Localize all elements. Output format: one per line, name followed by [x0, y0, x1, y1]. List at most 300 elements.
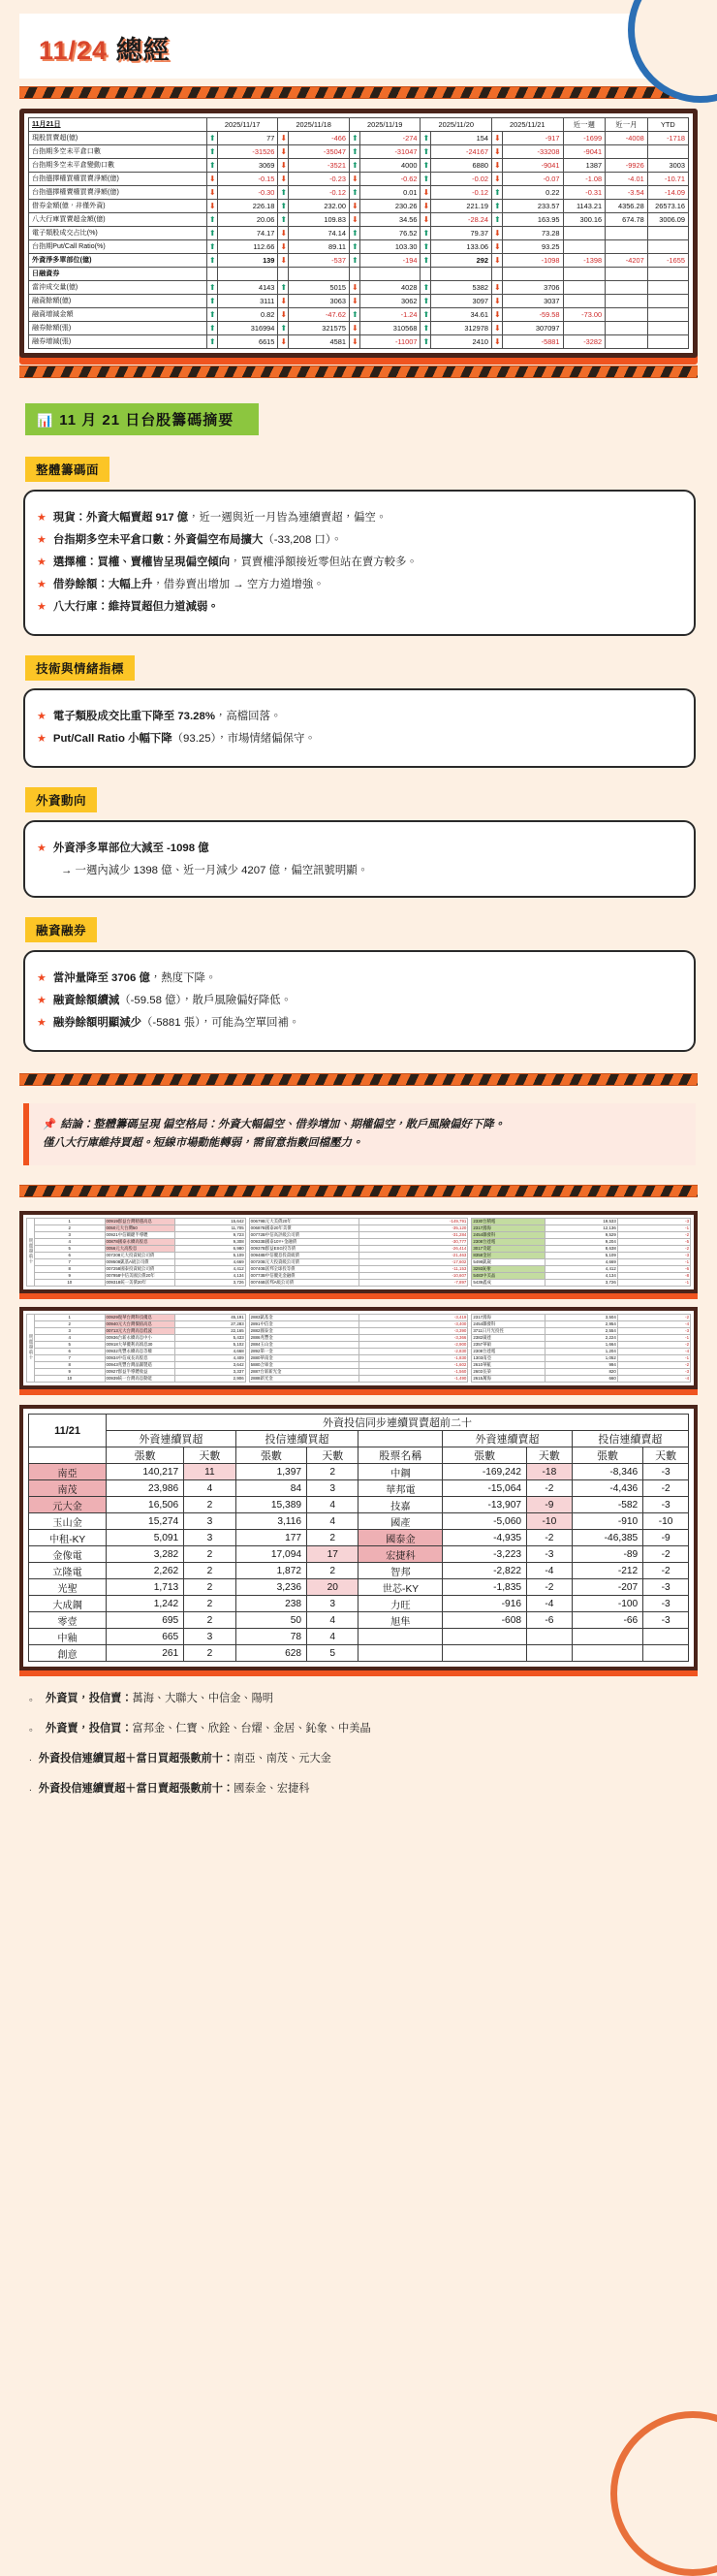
macro-cell: 74.17 [217, 227, 278, 240]
mini-rank: 1 [35, 1315, 106, 1321]
sell-foreign-shares [443, 1645, 527, 1662]
section-card-0 [23, 490, 696, 636]
sell-foreign-shares: -4,935 [443, 1530, 527, 1546]
macro-row [29, 295, 689, 308]
mini-row [27, 1362, 246, 1369]
macro-cell: 3706 [502, 281, 563, 295]
mini-code-cell: 007208元大投資級公司債 [105, 1253, 175, 1259]
mini-value-cell: 994 [545, 1362, 617, 1369]
arrow-down-icon: ⬇ [492, 227, 503, 240]
arrow-down-icon: ⬇ [278, 295, 289, 308]
mini-value-cell: 8,638 [545, 1246, 617, 1253]
mini-rank: 1 [35, 1219, 106, 1225]
mini-code-cell: 00939統一台灣高息動能 [105, 1376, 175, 1383]
mini-row [27, 1219, 246, 1225]
decorative-corner-arc-bottom-right [610, 2411, 717, 2576]
macro-cell [563, 227, 606, 240]
hazard-divider-2 [19, 366, 698, 378]
sell-trust-days: -3 [643, 1612, 689, 1629]
macro-cell: -31047 [359, 145, 421, 159]
mini-value-cell: -11,153 [358, 1266, 468, 1273]
sell-trust-days [643, 1645, 689, 1662]
buy-trust-shares: 50 [235, 1612, 306, 1629]
arrow-up-icon: ⬆ [278, 186, 289, 200]
table-row [29, 1464, 689, 1480]
arrow-up-icon: ⬆ [492, 186, 503, 200]
footer-notes [29, 1690, 690, 1797]
arrow-up-icon: ⬆ [421, 132, 431, 145]
sell-trust-shares [572, 1645, 642, 1662]
buy-trust-days: 2 [307, 1563, 358, 1579]
big-col-days-1: 天數 [184, 1447, 235, 1464]
buy-stock-name: 金像電 [29, 1546, 107, 1563]
arrow-up-icon: ⬆ [421, 254, 431, 268]
page-title-date: 11/24 [39, 36, 109, 65]
star-icon: ★ [37, 972, 47, 984]
arrow-down-icon: ⬇ [492, 132, 503, 145]
table-row [29, 1480, 689, 1497]
sell-foreign-days [527, 1645, 573, 1662]
mini-value-cell: 3,504 [545, 1315, 617, 1321]
bullet-item [37, 709, 680, 725]
buy-stock-name: 立隆電 [29, 1563, 107, 1579]
buy-foreign-days: 11 [184, 1464, 235, 1480]
mini-value-cell: 27,283 [175, 1321, 246, 1328]
footer-note-3 [29, 1780, 690, 1797]
mini-value-cell: -1,490 [358, 1376, 468, 1383]
macro-row [29, 240, 689, 254]
mini-rank: 3 [35, 1232, 106, 1239]
mini-value-cell: 2,224 [545, 1335, 617, 1342]
sell-foreign-days: -10 [527, 1513, 573, 1530]
note-text: 外資投信連續買超＋當日買超張數前十：南亞、南茂、元大金 [38, 1753, 331, 1765]
mini-code-cell: 3017奇鋐 [472, 1246, 545, 1253]
macro-row [29, 308, 689, 322]
big-col-shares-4: 張數 [572, 1447, 642, 1464]
sell-stock-name: 中鋼 [358, 1464, 443, 1480]
macro-cell [647, 335, 688, 349]
bullet-text-bold: 台指期多空未平倉口數：外資偏空布局擴大 [52, 534, 264, 546]
sell-stock-name: 世芯-KY [358, 1579, 443, 1596]
macro-cell: -0.15 [217, 173, 278, 186]
macro-spacer-cell [349, 268, 359, 281]
buy-foreign-shares: 665 [107, 1629, 184, 1645]
mini-days-cell: -8 [617, 1273, 690, 1280]
mini-value-cell: -35,120 [358, 1225, 468, 1232]
macro-cell: -0.23 [289, 173, 350, 186]
buy-stock-name: 中租-KY [29, 1530, 107, 1546]
buy-trust-days: 4 [307, 1497, 358, 1513]
arrow-up-icon: ⬆ [421, 281, 431, 295]
mini-value-cell: -21,463 [358, 1253, 468, 1259]
macro-cell: 221.19 [431, 200, 492, 213]
arrow-down-icon: ⬇ [349, 295, 359, 308]
mini-code-cell: 00746B富邦A級公司債 [249, 1280, 358, 1287]
continuous-netbuy-table-frame [19, 1405, 698, 1670]
buy-foreign-days: 2 [184, 1497, 235, 1513]
sell-trust-shares: -207 [572, 1579, 642, 1596]
mini-row [472, 1321, 691, 1328]
macro-cell: -0.02 [431, 173, 492, 186]
mini-row [472, 1335, 691, 1342]
mini-vert-label [27, 1219, 35, 1287]
mini-table-top-left [26, 1218, 246, 1287]
macro-row-label: 電子類股成交占比(%) [29, 227, 207, 240]
mini-vert-text: 買賣超前十 [29, 1334, 34, 1360]
mini-value-cell: -30,777 [358, 1239, 468, 1246]
mini-value-cell: 6,980 [175, 1246, 246, 1253]
mini-value-cell: 9,723 [175, 1232, 246, 1239]
macro-cell: 3063 [289, 295, 350, 308]
mini-value-cell: 5,433 [175, 1335, 246, 1342]
macro-cell [606, 295, 648, 308]
section-tag-2: 外資動向 [25, 787, 97, 812]
sell-trust-shares: -100 [572, 1596, 642, 1612]
mini-row [27, 1335, 246, 1342]
arrow-up-icon: ⬆ [349, 186, 359, 200]
big-group-buy-trust: 投信連續買超 [235, 1431, 358, 1447]
macro-row [29, 145, 689, 159]
sell-foreign-shares: -2,822 [443, 1563, 527, 1579]
mini-value-cell: 22,165 [175, 1328, 246, 1335]
mini-row [249, 1273, 468, 1280]
mini-row [472, 1239, 691, 1246]
macro-spacer-cell [359, 268, 421, 281]
macro-row-label: 台指選擇權買權買賣淨額(億) [29, 173, 207, 186]
arrow-up-icon: ⬆ [421, 240, 431, 254]
macro-cell: 300.16 [563, 213, 606, 227]
mini-code-cell: 009508凱基A級公司債 [105, 1259, 175, 1266]
macro-row [29, 173, 689, 186]
macro-cell: 4356.28 [606, 200, 648, 213]
mini-value-cell: 1,204 [545, 1349, 617, 1355]
arrow-up-icon: ⬆ [349, 159, 359, 173]
arrow-up-icon: ⬆ [421, 173, 431, 186]
star-icon: ★ [37, 733, 47, 745]
macro-row-label: 融資餘額(億) [29, 295, 207, 308]
mini-code-cell: 00934中信成長高股息 [105, 1355, 175, 1362]
arrow-up-icon: ⬆ [349, 132, 359, 145]
macro-cell: -35047 [289, 145, 350, 159]
mini-code-cell: 00943兆豐台灣晶圓製造 [105, 1362, 175, 1369]
mini-rank: 7 [35, 1355, 106, 1362]
summary-banner [25, 403, 259, 435]
arrow-up-icon: ⬆ [349, 308, 359, 322]
mini-row [472, 1253, 691, 1259]
mini-rank: 4 [35, 1335, 106, 1342]
mini-code-cell: 5483中美晶 [472, 1273, 545, 1280]
mini-code-cell: 3293鈊象 [472, 1266, 545, 1273]
macro-cell: -1098 [502, 254, 563, 268]
macro-cell: 3062 [359, 295, 421, 308]
buy-trust-days: 4 [307, 1629, 358, 1645]
mini-value-cell: 3,726 [545, 1280, 617, 1287]
sell-foreign-days: -2 [527, 1530, 573, 1546]
bullet-item [37, 599, 680, 616]
buy-stock-name: 玉山金 [29, 1513, 107, 1530]
mini-rank: 5 [35, 1246, 106, 1253]
mini-value-cell: -1,830 [358, 1355, 468, 1362]
mini-days-cell: -4 [617, 1321, 690, 1328]
arrow-up-icon: ⬆ [206, 213, 217, 227]
bullet-item [37, 510, 680, 526]
sell-foreign-shares [443, 1629, 527, 1645]
buy-trust-shares: 84 [235, 1480, 306, 1497]
buy-foreign-days: 2 [184, 1579, 235, 1596]
bullet-text-bold: 選擇權：買權、賣權皆呈現偏空傾向 [52, 557, 231, 568]
macro-cell: -274 [359, 132, 421, 145]
mini-value-cell: 1,664 [545, 1342, 617, 1349]
mini-code-cell: 00919群益台灣精選高息 [105, 1219, 175, 1225]
macro-row-label: 融券餘額(張) [29, 322, 207, 335]
mini-rank: 3 [35, 1328, 106, 1335]
macro-cell: 0.82 [217, 308, 278, 322]
macro-cell: 154 [431, 132, 492, 145]
buy-trust-days: 17 [307, 1546, 358, 1563]
sell-trust-days: -10 [643, 1513, 689, 1530]
macro-cell: 0.22 [502, 186, 563, 200]
arrow-down-icon: ⬇ [492, 145, 503, 159]
mini-code-cell: 2891中信金 [249, 1321, 358, 1328]
macro-row-label: 外資淨多單部位(億) [29, 254, 207, 268]
sell-stock-name [358, 1629, 443, 1645]
macro-cell: -1718 [647, 132, 688, 145]
buy-trust-days: 2 [307, 1530, 358, 1546]
arrow-down-icon: ⬇ [206, 200, 217, 213]
macro-cell: -14.09 [647, 186, 688, 200]
arrow-down-icon: ⬇ [278, 335, 289, 349]
mini-code-cell: 8358金居 [472, 1253, 545, 1259]
mini-days-cell: -2 [617, 1342, 690, 1349]
mini-value-cell: 4,412 [175, 1266, 246, 1273]
bullet-text-bold: 電子類股成交比重下降至 73.28% [52, 711, 215, 722]
macro-cell [606, 335, 648, 349]
macro-cell: 79.37 [431, 227, 492, 240]
mini-code-cell: 009318統一美債20年 [105, 1280, 175, 1287]
big-col-days-3: 天數 [527, 1447, 573, 1464]
buy-stock-name: 南茂 [29, 1480, 107, 1497]
mini-code-cell: 2884玉山金 [249, 1342, 358, 1349]
mini-value-cell: -7,897 [358, 1280, 468, 1287]
pushpin-icon: 📌 [43, 1119, 57, 1130]
macro-row [29, 254, 689, 268]
bullet-item [37, 577, 680, 593]
sell-trust-days: -3 [643, 1464, 689, 1480]
buy-trust-shares: 3,236 [235, 1579, 306, 1596]
mini-value-cell: 2,954 [545, 1321, 617, 1328]
mini-code-cell: 1303南亞 [472, 1355, 545, 1362]
note-text: 外資投信連續賣超＋當日賣超張數前十：國泰金、宏捷科 [38, 1783, 310, 1795]
sell-foreign-shares: -1,835 [443, 1579, 527, 1596]
sell-trust-shares: -46,385 [572, 1530, 642, 1546]
mini-row [249, 1225, 468, 1232]
sell-trust-days: -3 [643, 1596, 689, 1612]
table-row [29, 1513, 689, 1530]
mini-row [472, 1376, 691, 1383]
buy-trust-days: 3 [307, 1596, 358, 1612]
macro-cell: -917 [502, 132, 563, 145]
mini-value-cell: -1,602 [358, 1362, 468, 1369]
macro-cell: 0.01 [359, 186, 421, 200]
macro-cell: 230.26 [359, 200, 421, 213]
mini-row [27, 1321, 246, 1328]
buy-foreign-shares: 3,282 [107, 1546, 184, 1563]
mini-row [472, 1355, 691, 1362]
mini-code-cell: 5498凱崴 [472, 1259, 545, 1266]
conclusion-line-1: 結論：整體籌碼呈現 偏空格局：外資大幅偏空、借券增加、期權偏空，散戶風險偏好下降。 [60, 1119, 505, 1130]
sell-trust-shares: -4,436 [572, 1480, 642, 1497]
arrow-up-icon: ⬆ [349, 227, 359, 240]
star-icon: ★ [37, 1017, 47, 1029]
macro-spacer-cell [563, 268, 606, 281]
note-bullet-icon: 。 [29, 1693, 39, 1703]
buy-trust-days: 4 [307, 1513, 358, 1530]
macro-cell: 1143.21 [563, 200, 606, 213]
section-tag-0: 整體籌碼面 [25, 457, 109, 482]
note-label: 外資賣，投信買： [46, 1723, 133, 1734]
mini-days-cell: -4 [617, 1376, 690, 1383]
arrow-up-icon: ⬆ [206, 335, 217, 349]
note-label: 外資買，投信賣： [46, 1693, 133, 1704]
macro-spacer-row [29, 268, 689, 281]
mini-row [472, 1232, 691, 1239]
sell-trust-days: -2 [643, 1480, 689, 1497]
mini-days-cell: -1 [617, 1225, 690, 1232]
macro-cell: 73.28 [502, 227, 563, 240]
sell-trust-shares: -66 [572, 1612, 642, 1629]
macro-corner-label: 11月21日 [29, 118, 207, 132]
arrow-up-icon: ⬆ [278, 213, 289, 227]
bullet-text-bold: 融券餘額明顯減少 [52, 1017, 142, 1029]
big-header-row-3 [29, 1447, 689, 1464]
big-stock-col-spacer [358, 1431, 443, 1447]
macro-cell: 321575 [289, 322, 350, 335]
star-icon: ★ [37, 601, 47, 613]
mini-code-cell: 2454聯發科 [472, 1321, 545, 1328]
arrow-up-icon: ⬆ [206, 281, 217, 295]
mini-value-cell: 3,642 [175, 1362, 246, 1369]
arrow-down-icon: ⬇ [278, 145, 289, 159]
mini-rank: 10 [35, 1280, 106, 1287]
mini-code-cell: 2603長榮 [472, 1369, 545, 1376]
macro-cell: -4207 [606, 254, 648, 268]
sell-stock-name: 智邦 [358, 1563, 443, 1579]
macro-cell [647, 308, 688, 322]
macro-col-header: 2025/11/21 [492, 118, 564, 132]
mini-value-cell: -31,284 [358, 1232, 468, 1239]
buy-trust-days: 2 [307, 1464, 358, 1480]
mini-value-cell: -3,419 [358, 1315, 468, 1321]
arrow-down-icon: ⬇ [421, 200, 431, 213]
mini-row [27, 1266, 246, 1273]
section-card-3 [23, 950, 696, 1052]
bullet-text-bold: 外資淨多單部位大減至 -1098 億 [52, 843, 209, 854]
macro-spacer-cell [206, 268, 217, 281]
macro-spacer-cell [217, 268, 278, 281]
macro-cell: 77 [217, 132, 278, 145]
sell-foreign-shares: -13,907 [443, 1497, 527, 1513]
macro-spacer-cell [289, 268, 350, 281]
mini-value-cell: -3,390 [358, 1328, 468, 1335]
arrow-up-icon: ⬆ [278, 322, 289, 335]
arrow-up-icon: ⬆ [206, 240, 217, 254]
macro-cell: 292 [431, 254, 492, 268]
arrow-up-icon: ⬆ [349, 240, 359, 254]
mini-row [27, 1328, 246, 1335]
macro-row [29, 227, 689, 240]
sell-stock-name: 技嘉 [358, 1497, 443, 1513]
mini-code-cell: 00772B中信高評級公司債 [249, 1232, 358, 1239]
macro-cell: -1.24 [359, 308, 421, 322]
macro-cell: 133.06 [431, 240, 492, 254]
arrow-down-icon: ⬇ [492, 295, 503, 308]
macro-cell: -47.62 [289, 308, 350, 322]
mini-row [472, 1219, 691, 1225]
sell-foreign-days [527, 1629, 573, 1645]
mini-row [249, 1232, 468, 1239]
mini-value-cell: -2,830 [358, 1349, 468, 1355]
title-block [19, 14, 698, 79]
bullet-text: 借券餘額：大幅上升，借券賣出增加 → 空方力道增強。 [52, 579, 325, 590]
arrow-up-icon: ⬆ [206, 159, 217, 173]
sell-trust-days: -2 [643, 1546, 689, 1563]
macro-spacer-cell [421, 268, 431, 281]
arrow-down-icon: ⬇ [421, 213, 431, 227]
mini-row [472, 1280, 691, 1287]
buy-stock-name: 光聖 [29, 1579, 107, 1596]
mini-rank: 9 [35, 1273, 106, 1280]
macro-cell: -9041 [502, 159, 563, 173]
mini-days-cell: -1 [617, 1335, 690, 1342]
note-bullet-icon: . [29, 1783, 32, 1794]
macro-cell: -0.07 [502, 173, 563, 186]
mini-code-cell: 3711日月光投控 [472, 1328, 545, 1335]
mini-days-cell: -2 [617, 1362, 690, 1369]
summary-banner-text: 11 月 21 日台股籌碼摘要 [59, 412, 234, 429]
big-title-cell: 外資投信同步連續買賣超前二十 [107, 1415, 689, 1431]
bullet-text-bold: 借券餘額：大幅上升 [52, 579, 153, 590]
mini-vert-text: 買賣超前十 [29, 1238, 34, 1264]
mini-row [472, 1266, 691, 1273]
macro-spacer-cell [278, 268, 289, 281]
big-col-shares-2: 張數 [235, 1447, 306, 1464]
macro-cell: -0.62 [359, 173, 421, 186]
mini-code-cell: 2454聯發科 [472, 1232, 545, 1239]
macro-col-header: 近一週 [563, 118, 606, 132]
sell-trust-shares [572, 1629, 642, 1645]
big-date-cell: 11/21 [29, 1415, 107, 1447]
macro-cell: -33208 [502, 145, 563, 159]
mini-value-cell: 2,906 [175, 1376, 246, 1383]
table-row [29, 1645, 689, 1662]
mini-code-cell: 00936台新永續高息中小 [105, 1335, 175, 1342]
macro-cell: -73.00 [563, 308, 606, 322]
mini-days-cell: -2 [617, 1232, 690, 1239]
buy-foreign-shares: 140,217 [107, 1464, 184, 1480]
mini-days-cell: -5 [617, 1239, 690, 1246]
mini-code-cell: 2610華航 [472, 1362, 545, 1369]
sell-foreign-shares: -608 [443, 1612, 527, 1629]
macro-cell [647, 281, 688, 295]
arrow-up-icon: ⬆ [421, 227, 431, 240]
arrow-down-icon: ⬇ [349, 173, 359, 186]
arrow-down-icon: ⬇ [349, 335, 359, 349]
macro-cell: 93.25 [502, 240, 563, 254]
mini-code-cell: 2892第一金 [249, 1349, 358, 1355]
mini-days-cell: -2 [617, 1246, 690, 1253]
bullet-subline: → 一週內減少 1398 億、近一月減少 4207 億，偏空訊號明顯。 [61, 865, 369, 876]
mini-code-cell: 2887台新新光金 [249, 1369, 358, 1376]
